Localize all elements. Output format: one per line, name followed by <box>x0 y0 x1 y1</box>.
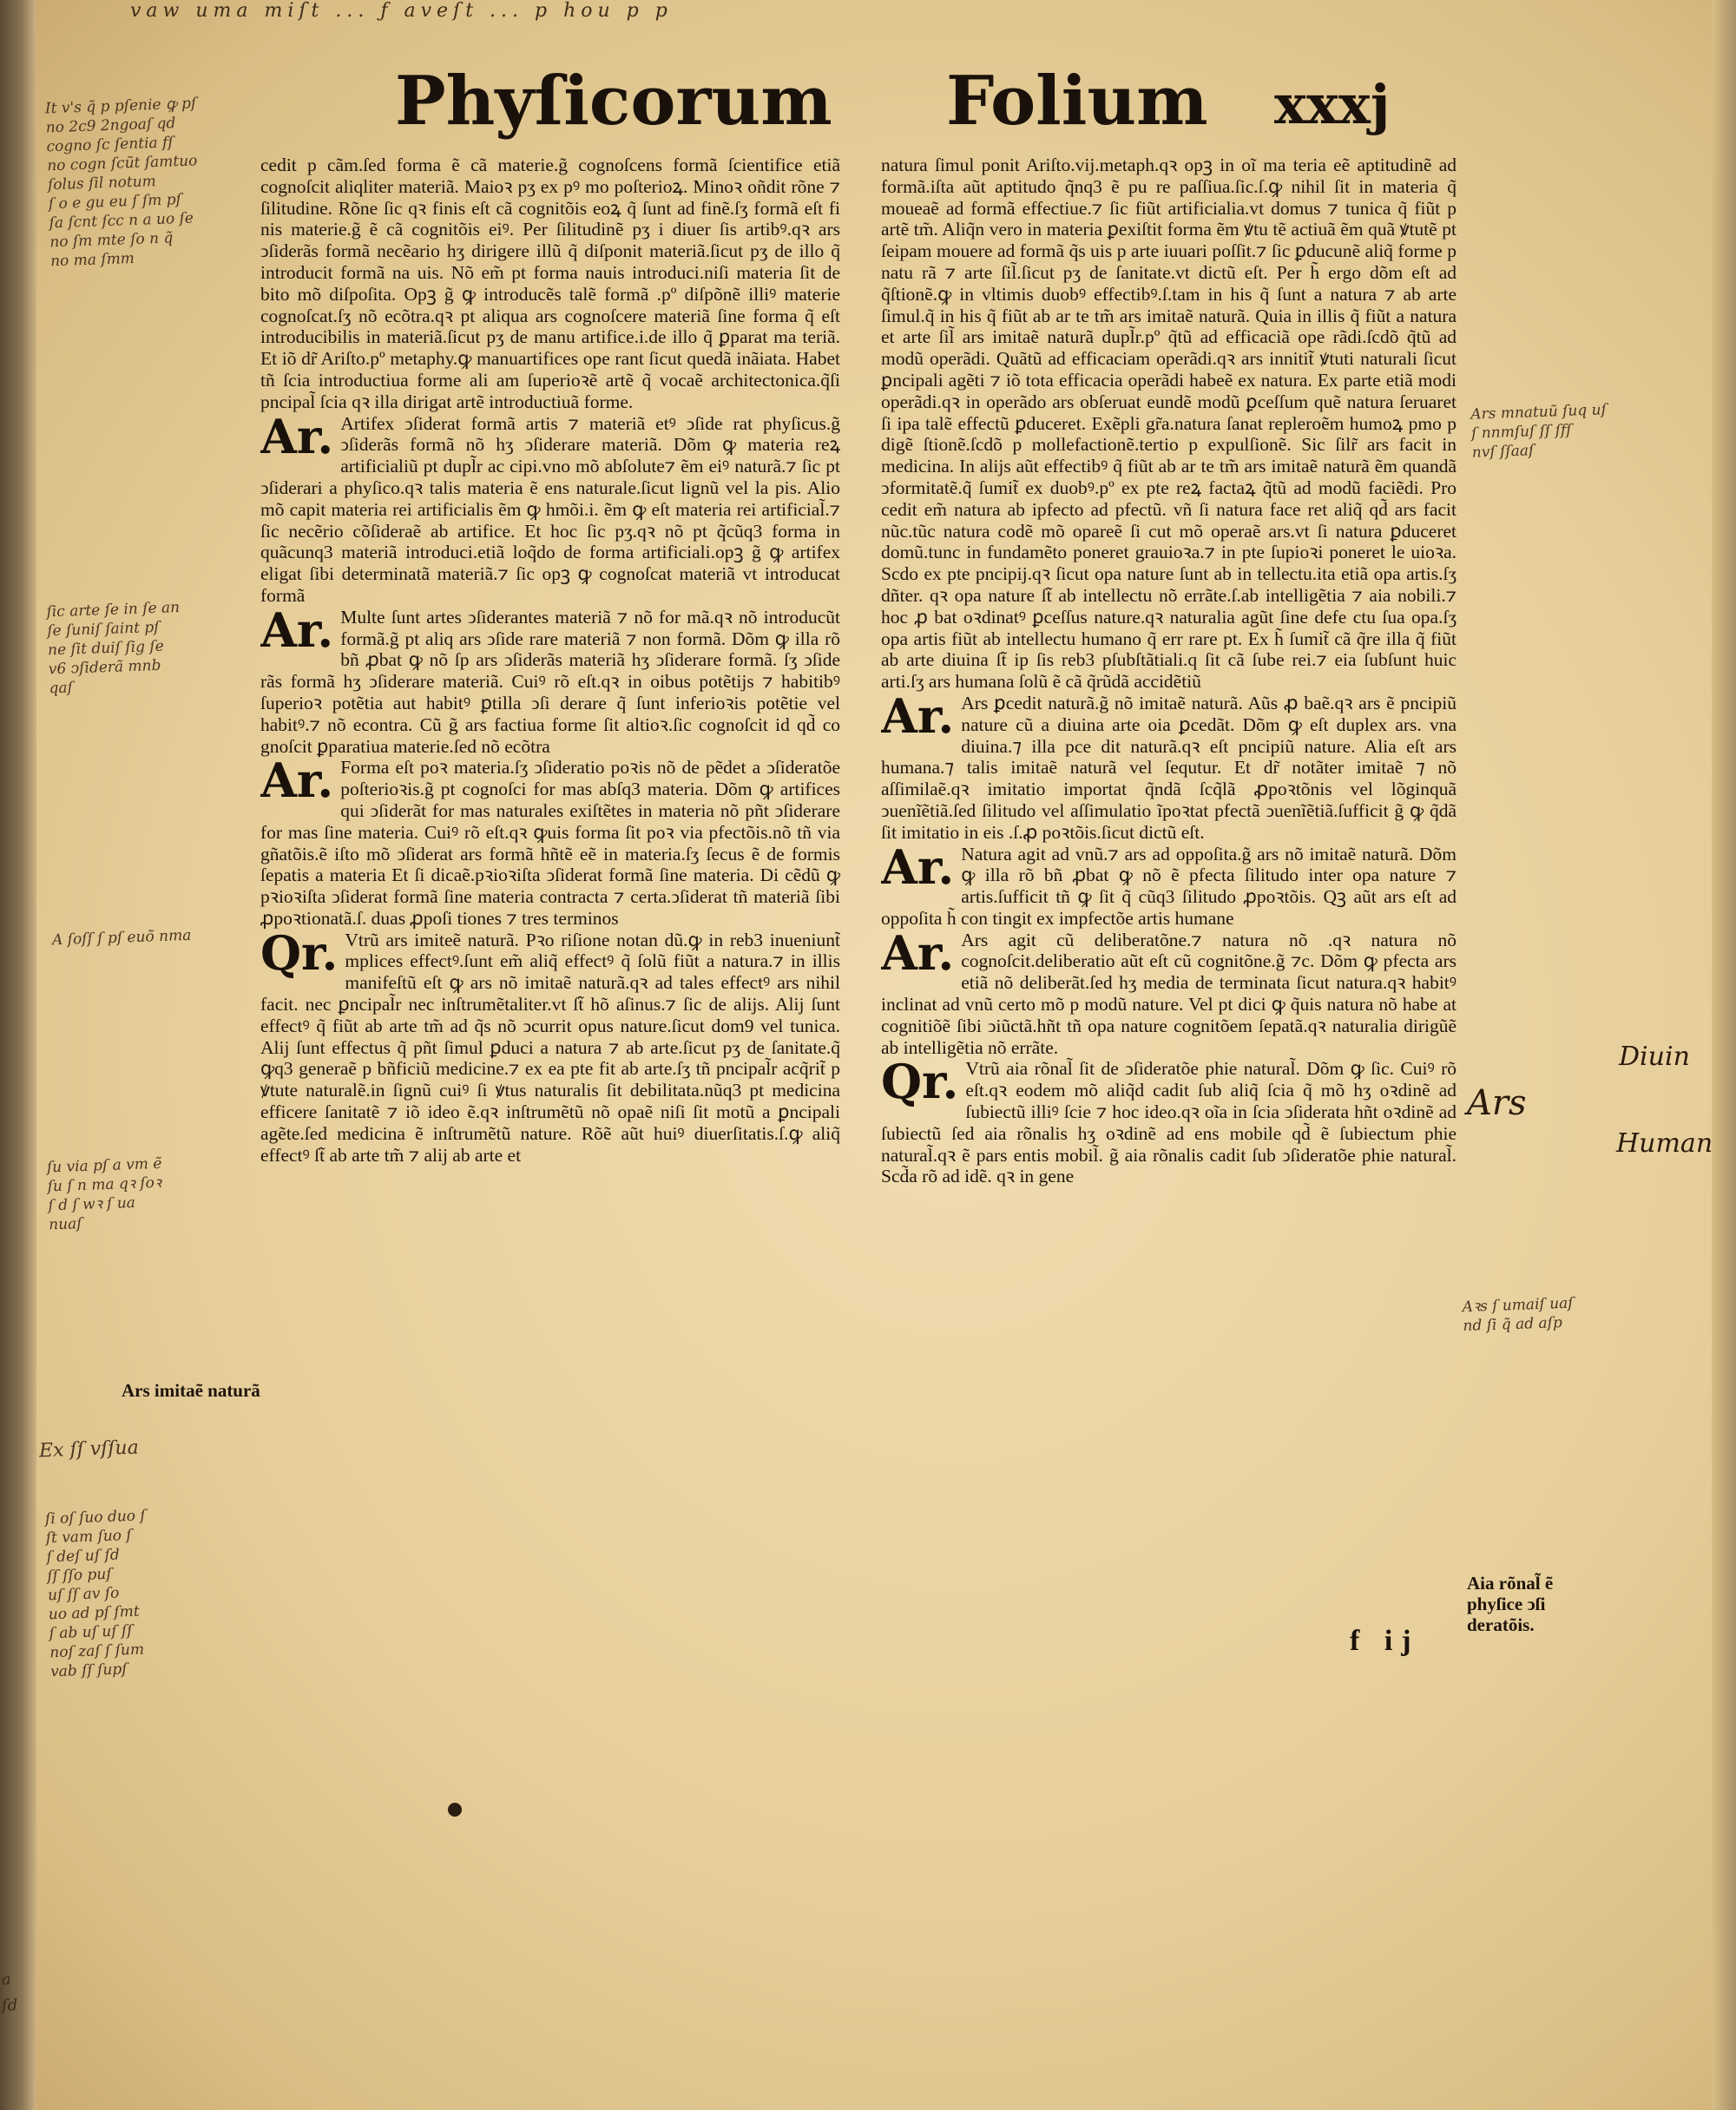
side-note-left: Ars imitaẽ naturã <box>122 1380 260 1401</box>
running-title: Phyſicorum <box>395 62 832 141</box>
drop-initial: Ar. <box>881 924 955 981</box>
paragraph-text: Multe ſunt artes ↄſiderantes materiã ⁊ nõ for mã.qꝛ nõ introducũt formã.g̃ pt aliq ars ↄſide rare materiã ⁊ non formã. Dõm ꝙ illa rõ bñ ꝓbat ꝙ nõ ſp ars ↄſiderãs materiã hʒ ↄſiderare formã. ſʒ ↄſide rãs formã hʒ ↄſiderare materiã. Cuiꝰ rõ eſt.qꝛ in oibus potẽtijs ⁊ habitibꝰ ſuperioꝛ potẽtia aut habitꝰ ꝑtilla ↄſi derare q̃ ſunt inferioꝛis potẽtie vel habitꝰ.⁊ nõ econtra. Cũ g̃ ars factiua forme ſit altioꝛ.ſic cognoſcit id qd̃ co gnoſcit ꝑparatiua materie.ſed nõ ecõtra <box>260 606 840 757</box>
side-note-right: Aia rõnal̃ ẽ phyſice ↄſi deratõis. <box>1467 1573 1554 1635</box>
drop-initial: Qr. <box>260 924 339 981</box>
paragraph <box>260 601 840 758</box>
paragraph-text: Vtrũ ars imiteẽ naturã. Pꝛo riſione notan dũ.ꝙ in reb3 inueniunt̃ mplices effectꝰ.ſunt em̃ aliq̃ effectꝰ q̃ ſolũ fiũt a natura.⁊ in illis manifeſtũ eſt ꝙ ars nõ imitaẽ naturã.qꝛ ad tales effectꝰ ars nihil facit. nec ꝑncipal̃r nec inſtrumẽtaliter.vt ſt̃ hõ aſinus.⁊ ſic de alijs. Alij ſunt effectꝰ q̃ fiũt ab arte tm̃ ad q̃s nõ ↄcurrit opus nature.ſicut dom9 vel tunica. Alij ſunt effectus q̃ pñt ſimul ꝑduci a natura ⁊ ab arte.ſicut pʒ de ſanitate.q̃ ꝙq3 generaẽ p bñficiũ medicine.⁊ ex ea pte fit ab arte.ſʒ tñ pncipal̃r acq̃rit̃ p ꝟtute naturalẽ.in ſignũ cuiꝰ ſi ꝟtus naturalis ſit debilitata.nũq3 pt medicina efficere ſanitatẽ ⁊ iõ ideo ẽ.qꝛ inſtrumẽtũ nõ opaẽ niſi ſit motũ a ꝑncipali agẽte.ſed medicina ẽ inſtrumẽtũ nature. Rõẽ aũt huiꝰ diuerſitatis.ſ.ꝙ aliq̃ effectꝰ ſt̃ ab arte tm̃ ⁊ alij ab arte et <box>260 929 840 1166</box>
drop-initial: Ar. <box>260 601 334 658</box>
marginal-note: Ex ſſ vſſua <box>38 1436 140 1463</box>
paragraph <box>881 687 1457 844</box>
marginal-note: Diuin <box>1619 1042 1690 1072</box>
drop-initial: Ar. <box>881 687 955 744</box>
paragraph-text: Ars agit cũ deliberatõne.⁊ natura nõ .qꝛ natura nõ cognoſcit.deliberatio aũt eſt cũ cognitõne.g̃ ⁊c. Dõm ꝙ pfecta ars etiã nõ deliberãt.ſed hʒ media de terminata ſicut natura.qꝛ habitꝰ inclinat ad vnũ certo mõ p modũ nature. Vel pt dici ꝙ q̃uis natura nõ habe at cognitiõẽ ſibi ↄiũctã.hñt tñ opa nature cognitõem ſepatã.qꝛ naturalia dirigũẽ ab intelligẽtia nõ errãte. <box>881 929 1457 1058</box>
left-text-column <box>260 154 840 1769</box>
drop-initial: Ar. <box>881 838 955 895</box>
paragraph-text: cedit p cãm.ſed forma ẽ cã materie.g̃ cognoſcens formã ſcientifice etiã cognoſcit aliqliter materiã. Maioꝛ pʒ ex pꝰ mo poſterioꝝ. Minoꝛ oñdit rõne ⁊ ſilitudine. Rõne ſic qꝛ finis eſt cã cognitõis eoꝝ q̃ ſunt ad finẽ.ſʒ formã eſt fi nis materie.g̃ ẽ cã cognitõis eiꝰ. Per ſilitudinẽ pʒ i diuer ſis artibꝰ.qꝛ ars ↄſiderãs formã necẽario hʒ dirigere illũ q̃ diſponit materiã.ſicut pʒ de illo q̃ introducit formã na uis. Nõ em̃ pt forma nauis introduci.niſi materia ſit de bito mõ diſpoſita. Opꝫ g̃ ꝙ introducẽs talẽ formã .pº diſpõnẽ illiꝰ materie cognoſcat.ſʒ nõ ecõtra.qꝛ pt aliqua ars cognoſcere materiã ſine forma q̃ eſt introducibilis in materiã.ſicut pʒ de manu artifice.i.de illo q̃ ꝑparat ma teriã. Et iõ dr̃ Ariſto.pº metaphy.ꝙ manuartifices ope rant ſicut quedã inãiata. Habet tñ ſcia introductiua forme ali am ſuperioꝛẽ artẽ q̃ vocaẽ architectonica.q̃ſi pncipal̃ ſcia qꝛ illa dirigat artẽ introductiuã forme. <box>260 154 840 412</box>
drop-initial: Qr. <box>881 1054 959 1110</box>
marginal-note: It v's q̃ p pſenie ꝙ pſ no 2c9 2ngoaſ qd cogno ſc ſentia fſ no cogn ſcũt ſamtuo ſolus ſil notum ſ o e gu eu ſ ſm pſ ſa ſcnt ſcc n a uo ſe no ſm mte ſo n q̃ no ma ſmm <box>44 95 198 271</box>
paragraph <box>260 408 840 607</box>
paragraph <box>260 753 840 929</box>
marginal-note: Aꝛs ſ umaiſ uaſ nd ſi q̃ ad aſp <box>1462 1294 1574 1336</box>
top-marginalia: vaw uma miſt ... ƒ aveſt ... p hou p p <box>130 0 673 22</box>
folio-number: xxxj <box>1274 73 1391 136</box>
drop-initial: Ar. <box>260 408 334 464</box>
marginal-note: Human <box>1616 1128 1713 1159</box>
marginal-note: Ars mnatuũ ſuq uſ ſ nnmſuſ ſſ ſfſ nvſ ſſaaſ <box>1470 401 1608 462</box>
paragraph-text: Forma eſt poꝛ materia.ſʒ ↄſideratio poꝛis nõ de pẽdet a ↄſideratõe poſterioꝛis.g̃ pt cognoſci for mas abſq3 materia. Dõm ꝙ artifices qui ↄſiderãt for mas naturales exiſtẽtes in materia nõ pñt ↄſiderare for mas ſine materia. Cuiꝰ rõ eſt.qꝛ ꝙuis forma ſit poꝛ via pfectõis.nõ tñ via gñatõis.ẽ iſto mõ ↄſiderat ars formã hñtẽ eẽ in materia.ſʒ ſecus ẽ de formis ſepatis a materia Et ſi dicaẽ.pꝛioꝛiſta ↄſiderat formã ſine materia. Di cẽdũ ꝙ pꝛioꝛiſta ↄſiderat formã ſine materia contracta ⁊ certa.ↄſiderat tñ materiã ſibi ꝓpoꝛtionatã.ſ. duas ꝓpoſi tiones ⁊ tres terminos <box>260 757 840 929</box>
right-text-column <box>881 154 1457 1769</box>
marginal-note: ſu via pſ a vm ẽ ſu ſ n ma qꝛ ſoꝛ ſ d ſ wꝛ ſ ua nuaſ <box>46 1154 162 1234</box>
paragraph-text: natura ſimul ponit Ariſto.vij.metaph.qꝛ opꝫ in oĩ ma teria eẽ aptitudinẽ ad formã.iſta aũt aptitudo q̃nq3 ẽ pu re paſſiua.ſic.ſ.ꝙ nihil ſit in materia q̃ moueaẽ ad formã effectiue.⁊ ſic fiũt artificialia.vt domus ⁊ tunica q̃ fiũt p artẽ tm̃. Aliq̃n vero in materia ꝑexiſtit forma ẽm ꝟtu tẽ actiuã ẽm quã ꝟtutẽ pt ſeipam mouere ad formã q̃s uis p arte iuuari poſſit.⁊ ſic ꝑducunẽ aliq̃ forme p natu rã ⁊ arte ſil̃.ſicut pʒ de ſanitate.vt dictũ eſt. Per h̃ ergo dõm eſt ad q̃ſtionẽ.ꝙ in vltimis duobꝰ effectibꝰ.ſ.tam in his q̃ ſunt a natura ⁊ ab arte ſimul.q̃ in his q̃ fiũt ab ar te tm̃ ars imitaẽ naturã. Quia in illis q̃ fiũt a natura et arte ſil̃ ars imitaẽ naturã dupl̃r.pº q̃tũ ad efficaciã ope rãdi.ſcdõ q̃tũ ad modũ operãdi. Quãtũ ad efficaciam operãdi.qꝛ ars innitit̃ ꝟtuti naturali ſicut ꝑncipali agẽti ⁊ iõ tota efficacia operãdi habeẽ ex natura. Ex parte etiã modi operãdi.qꝛ in operãdo ars obſeruat eundẽ modũ ꝑceſſum quẽ natura ſeruaret ſi ipa talẽ effectũ ꝑduceret. Exẽpli gr̃a.natura ſanat repleroẽm humoꝝ pmo p digẽ ſtionẽ.ſcdõ p mollefactionẽ.tertio p expulſionẽ. Sic ſilr̃ ars facit in medicina. In alijs aũt effectibꝰ q̃ fiũt ab ar te tm̃ ars imitaẽ naturã ẽm quandã ↄformitatẽ.q̃ ſumit̃ ex duobꝰ.pº ex pte reꝝ factaꝝ q̃tũ ad modũ faciẽdi. Pro cedit em̃ natura ab ipfecto ad pfectũ. vñ ſi natura face ret aliq̃ qd̃ ars facit nũc.tũc natura codẽ mõ opareẽ ſi cut mõ operaẽ ars.vt ſi natura ꝑduceret domũ.tunc in fundamẽto poneret grauioꝛa.⁊ in pte ſupioꝛi poneret le uioꝛa. Scdo ex pte pncipij.qꝛ ſicut opa nature ſunt ab in tellectu.ita etiã opa artis.ſʒ dñter. qꝛ opa nature ſt̃ ab intellectu nõ errãte.ſ.ab intelligẽtia ⁊ aia nobili.⁊ hoc ꝓ bat oꝛdinatꝰ ꝑceſſus nature.qꝛ naturalia agũt ſine defe ctu ſua opa.ſʒ opa artis fiũt ab intellectu humano q̃ err rare pt. Ex h̃ ſumit̃ cã q̃re illa q̃ fiũt ab arte diuina ſt̃ ip ſis reb3 pſubſtãtiali.q ſit cã ſube rei.⁊ eia ſubſunt huic arti.ſʒ ars humana ſolũ ẽ cã q̃rũdã accidẽtiũ <box>881 154 1457 693</box>
marginal-note: ſi oſ ſuo duo ſ ſt vam ſuo ſ ſ deſ uſ ſd ſſ ſſo puſ uſ ſſ av ſo uo ad pſ ſmt ſ ab uſ uſ ſſ noſ zaſ ſ ſum vab ſſ ſupſ <box>44 1507 147 1681</box>
marginal-note: ſd <box>1 1995 18 2015</box>
paragraph <box>260 924 840 1167</box>
marginal-note: Ars <box>1467 1083 1527 1123</box>
drop-initial: Ar. <box>260 753 334 809</box>
signature-mark: f ij <box>1350 1625 1420 1657</box>
ink-spot <box>448 1803 462 1817</box>
paragraph <box>260 154 840 413</box>
marginal-note: a <box>1 1970 12 1989</box>
paragraph <box>881 838 1457 930</box>
paragraph-text: Natura agit ad vnũ.⁊ ars ad oppoſita.g̃ ars nõ imitaẽ naturã. Dõm ꝙ illa rõ bñ ꝓbat ꝙ nõ ẽ pfecta ſilitudo inter opa nature ⁊ artis.ſufficit tñ ꝙ ſit q̃ cũq3 ſilitudo ꝓpoꝛtõis. Qꝫ aũt ars eſt ad oppoſita h̃ con tingit ex impfectõe artis humane <box>881 843 1457 929</box>
binding-gutter <box>0 0 36 2110</box>
folium-label: Folium <box>946 62 1208 141</box>
paragraph <box>881 1054 1457 1187</box>
page-edge <box>1712 0 1736 2110</box>
paragraph-text: Vtrũ aia rõnal̃ ſit de ↄſideratõe phie natural̃. Dõm ꝙ ſic. Cuiꝰ rõ eſt.qꝛ eodem mõ aliq̃d cadit ſub aliq̃ ſcia q̃ mõ hʒ oꝛdinẽ ad ſubiectũ illiꝰ ſcie ⁊ hoc ideo.qꝛ oĩa in ſcia ↄſiderata hñt oꝛdinẽ ad ſubiectũ ſed aia rõnalis hʒ oꝛdinẽ ad ens mobile qd̃ ẽ ſubiectum phie natural̃.qꝛ ẽ pars entis mobil̃. g̃ aia rõnalis cadit ſub ↄſideratõe phie natural̃. Scd̃a rõ ad idẽ. qꝛ in gene <box>881 1058 1457 1187</box>
paragraph-text: Artifex ↄſiderat formã artis ⁊ materiã etꝰ ↄſide rat phyſicus.g̃ ↄſiderãs formã nõ hʒ ↄſiderare materiã. Dõm ꝙ materia reꝝ artificialiũ pt dupl̃r ac cipi.vno mõ abſolute⁊ ẽm eiꝰ naturã.⁊ ſic pt ↄſiderari a phyſico.qꝛ talis materia ẽ ens naturale.ſicut lignũ vel la pis. Alio mõ capit materia rei artificialis ẽm ꝙ hmõi.i. ẽm ꝙ eſt materia rei artificial̃.⁊ ſic necẽrio cõſideraẽ ab artifice. Et hoc ſic pʒ.qꝛ nõ pt q̃cũq3 forma in quãcunq3 materiã introduci.etiã loq̃do de forma artificiali.opꝫ g̃ ꝙ artifex eligat ſibi determinatã materiã.⁊ ſic opꝫ ꝙ cognoſcat materiã vt introducat formã <box>260 412 840 606</box>
marginal-note: A ſoſſ ſ pſ euõ nma <box>51 926 192 950</box>
paragraph <box>881 154 1457 693</box>
marginal-note: ſic arte ſe in ſe an ſe ſuniſ ſaint pſ ne ſit duiſ ſig ſe v6 ↄſiderã mnb qaſ <box>46 599 181 698</box>
paragraph-text: Ars ꝑcedit naturã.g̃ nõ imitaẽ naturã. Aũs ꝓ baẽ.qꝛ ars ẽ pncipiũ nature cũ a diuina arte oia ꝑcedãt. Dõm ꝙ eſt duplex ars. vna diuina.⁊ illa pce dit naturã.qꝛ eſt pncipiũ nature. Alia eſt ars humana.⁊ talis imitaẽ naturã vel ſequtur. Et dr̃ notãter imitaẽ ⁊ nõ aſſimilaẽ.qꝛ imitatio importat q̃ndã ſcq̃lã ꝓpoꝛtõnis vel lõginquã ↄuenĩẽtiã.ſed ſilitudo vel aſſimulatio ĩpoꝛtat pfectã ↄuenĩẽtiã.ſufficit g̃ ꝙ q̃dã ſit imitatio in eis .ſ.ꝓ poꝛtõis.ſicut dictũ eſt. <box>881 692 1457 843</box>
paragraph <box>881 924 1457 1059</box>
